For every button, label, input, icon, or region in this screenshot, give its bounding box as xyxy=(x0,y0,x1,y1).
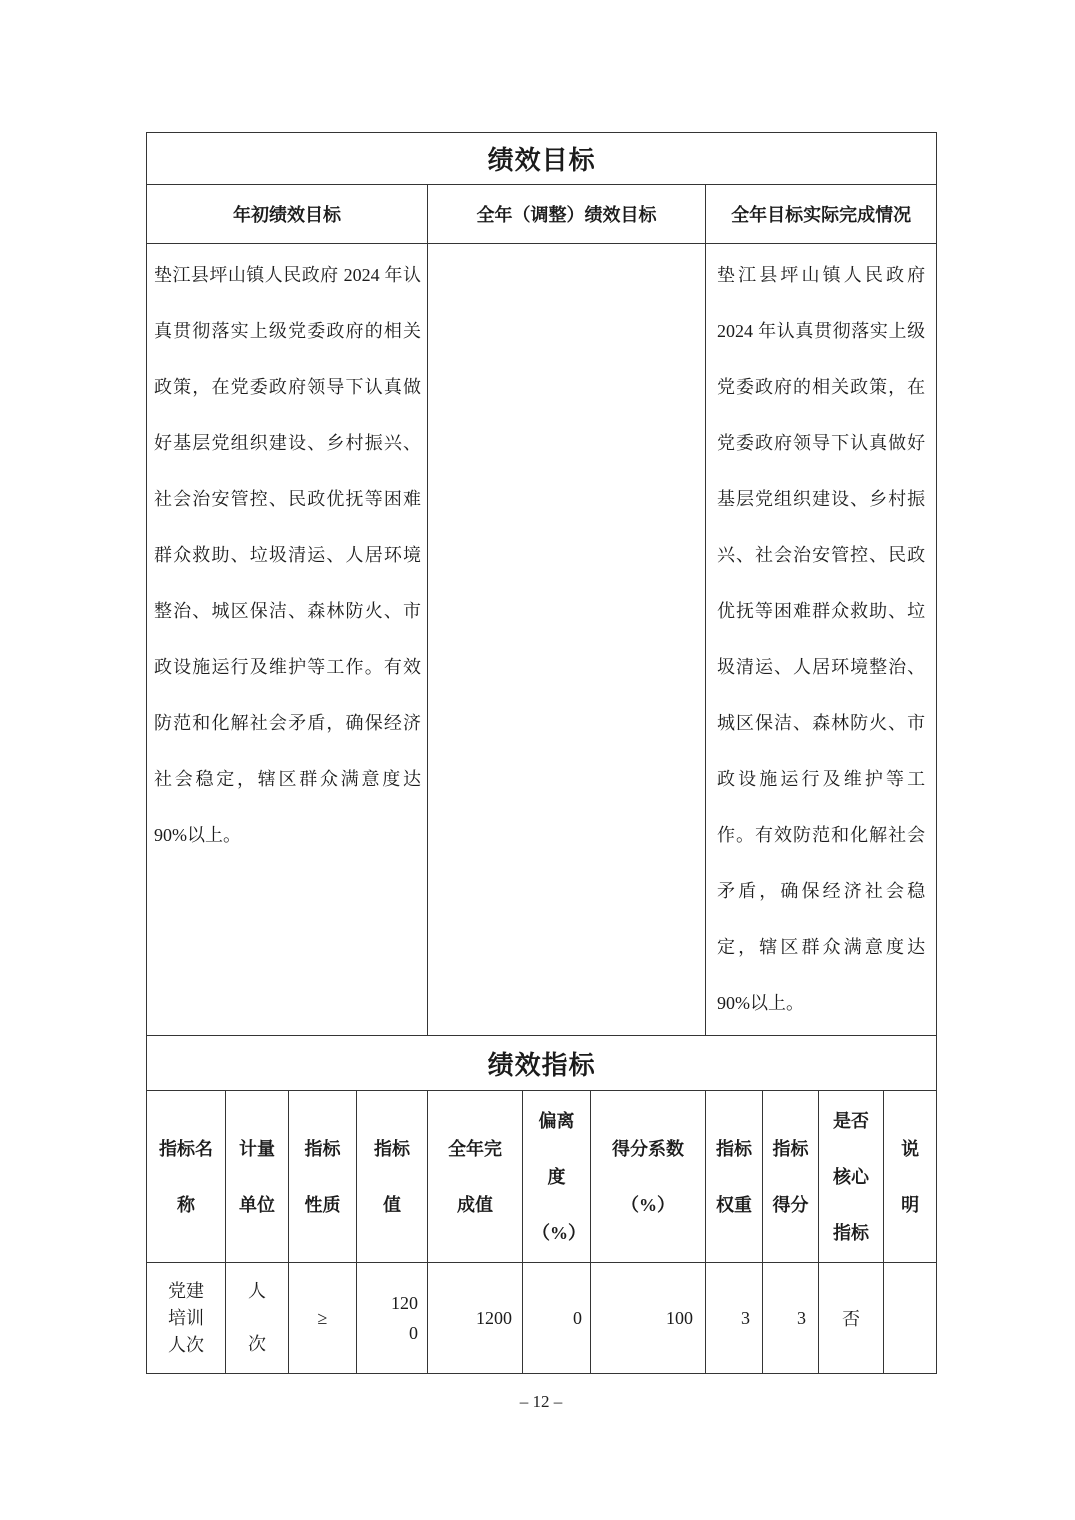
indicator-header-score: 指标得分 xyxy=(763,1091,819,1263)
indicator-nature-cell: ≥ xyxy=(289,1263,357,1374)
indicator-header-unit: 计量单位 xyxy=(226,1091,289,1263)
goals-col-initial: 年初绩效目标 xyxy=(147,185,428,244)
indicator-name-cell: 党建培训人次 xyxy=(147,1263,226,1374)
indicator-header-deviation: 偏离度（%） xyxy=(523,1091,591,1263)
indicators-title-row xyxy=(147,1036,937,1091)
indicator-target-cell: 1200 xyxy=(357,1263,428,1374)
page-number: – 12 – xyxy=(519,1392,563,1411)
performance-report-table xyxy=(146,132,937,1374)
adjusted-goal-text xyxy=(428,244,706,1036)
goals-col-actual: 全年目标实际完成情况 xyxy=(706,185,937,244)
indicator-header-nature: 指标性质 xyxy=(289,1091,357,1263)
indicator-header-note: 说明 xyxy=(884,1091,937,1263)
initial-goal-text: 垫江县坪山镇人民政府 2024 年认真贯彻落实上级党委政府的相关政策，在党委政府领导下认真做好基层党组织建设、乡村振兴、社会治安管控、民政优抚等困难群众救助、垃圾清运、人居环境整治、城区保洁、森林防火、市政设施运行及维护等工作。有效防范和化解社会矛盾，确保经济社会稳定，辖区群众满意度达 90%以上。 xyxy=(147,244,428,1036)
indicator-header-name: 指标名称 xyxy=(147,1091,226,1263)
goals-title-row xyxy=(147,133,937,185)
indicators-section-title: 绩效指标 xyxy=(147,1036,937,1091)
indicator-header-weight: 指标权重 xyxy=(706,1091,763,1263)
indicator-weight-cell: 3 xyxy=(706,1263,763,1374)
goals-header-row xyxy=(147,185,937,244)
indicator-score-cell: 3 xyxy=(763,1263,819,1374)
goals-col-adjusted: 全年（调整）绩效目标 xyxy=(428,185,706,244)
indicator-deviation-cell: 0 xyxy=(523,1263,591,1374)
actual-completion-text: 垫江县坪山镇人民政府 2024 年认真贯彻落实上级党委政府的相关政策，在党委政府领导下认真做好基层党组织建设、乡村振兴、社会治安管控、民政优抚等困难群众救助、垃圾清运、人居环境整治、城区保洁、森林防火、市政设施运行及维护等工作。有效防范和化解社会矛盾，确保经济社会稳定，辖区群众满意度达 90%以上。 xyxy=(706,244,937,1036)
indicator-unit-cell: 人次 xyxy=(226,1263,289,1374)
indicator-note-cell xyxy=(884,1263,937,1374)
indicator-completion-cell: 1200 xyxy=(428,1263,523,1374)
indicator-row xyxy=(147,1263,937,1374)
indicator-header-completion: 全年完成值 xyxy=(428,1091,523,1263)
indicator-header-coefficient: 得分系数（%） xyxy=(591,1091,706,1263)
indicator-header-core: 是否核心指标 xyxy=(819,1091,884,1263)
indicator-core-cell: 否 xyxy=(819,1263,884,1374)
indicator-coefficient-cell: 100 xyxy=(591,1263,706,1374)
goals-section-title: 绩效目标 xyxy=(147,133,937,185)
goals-content-row xyxy=(147,244,937,1036)
indicators-header-row xyxy=(147,1091,937,1263)
indicator-header-target: 指标值 xyxy=(357,1091,428,1263)
